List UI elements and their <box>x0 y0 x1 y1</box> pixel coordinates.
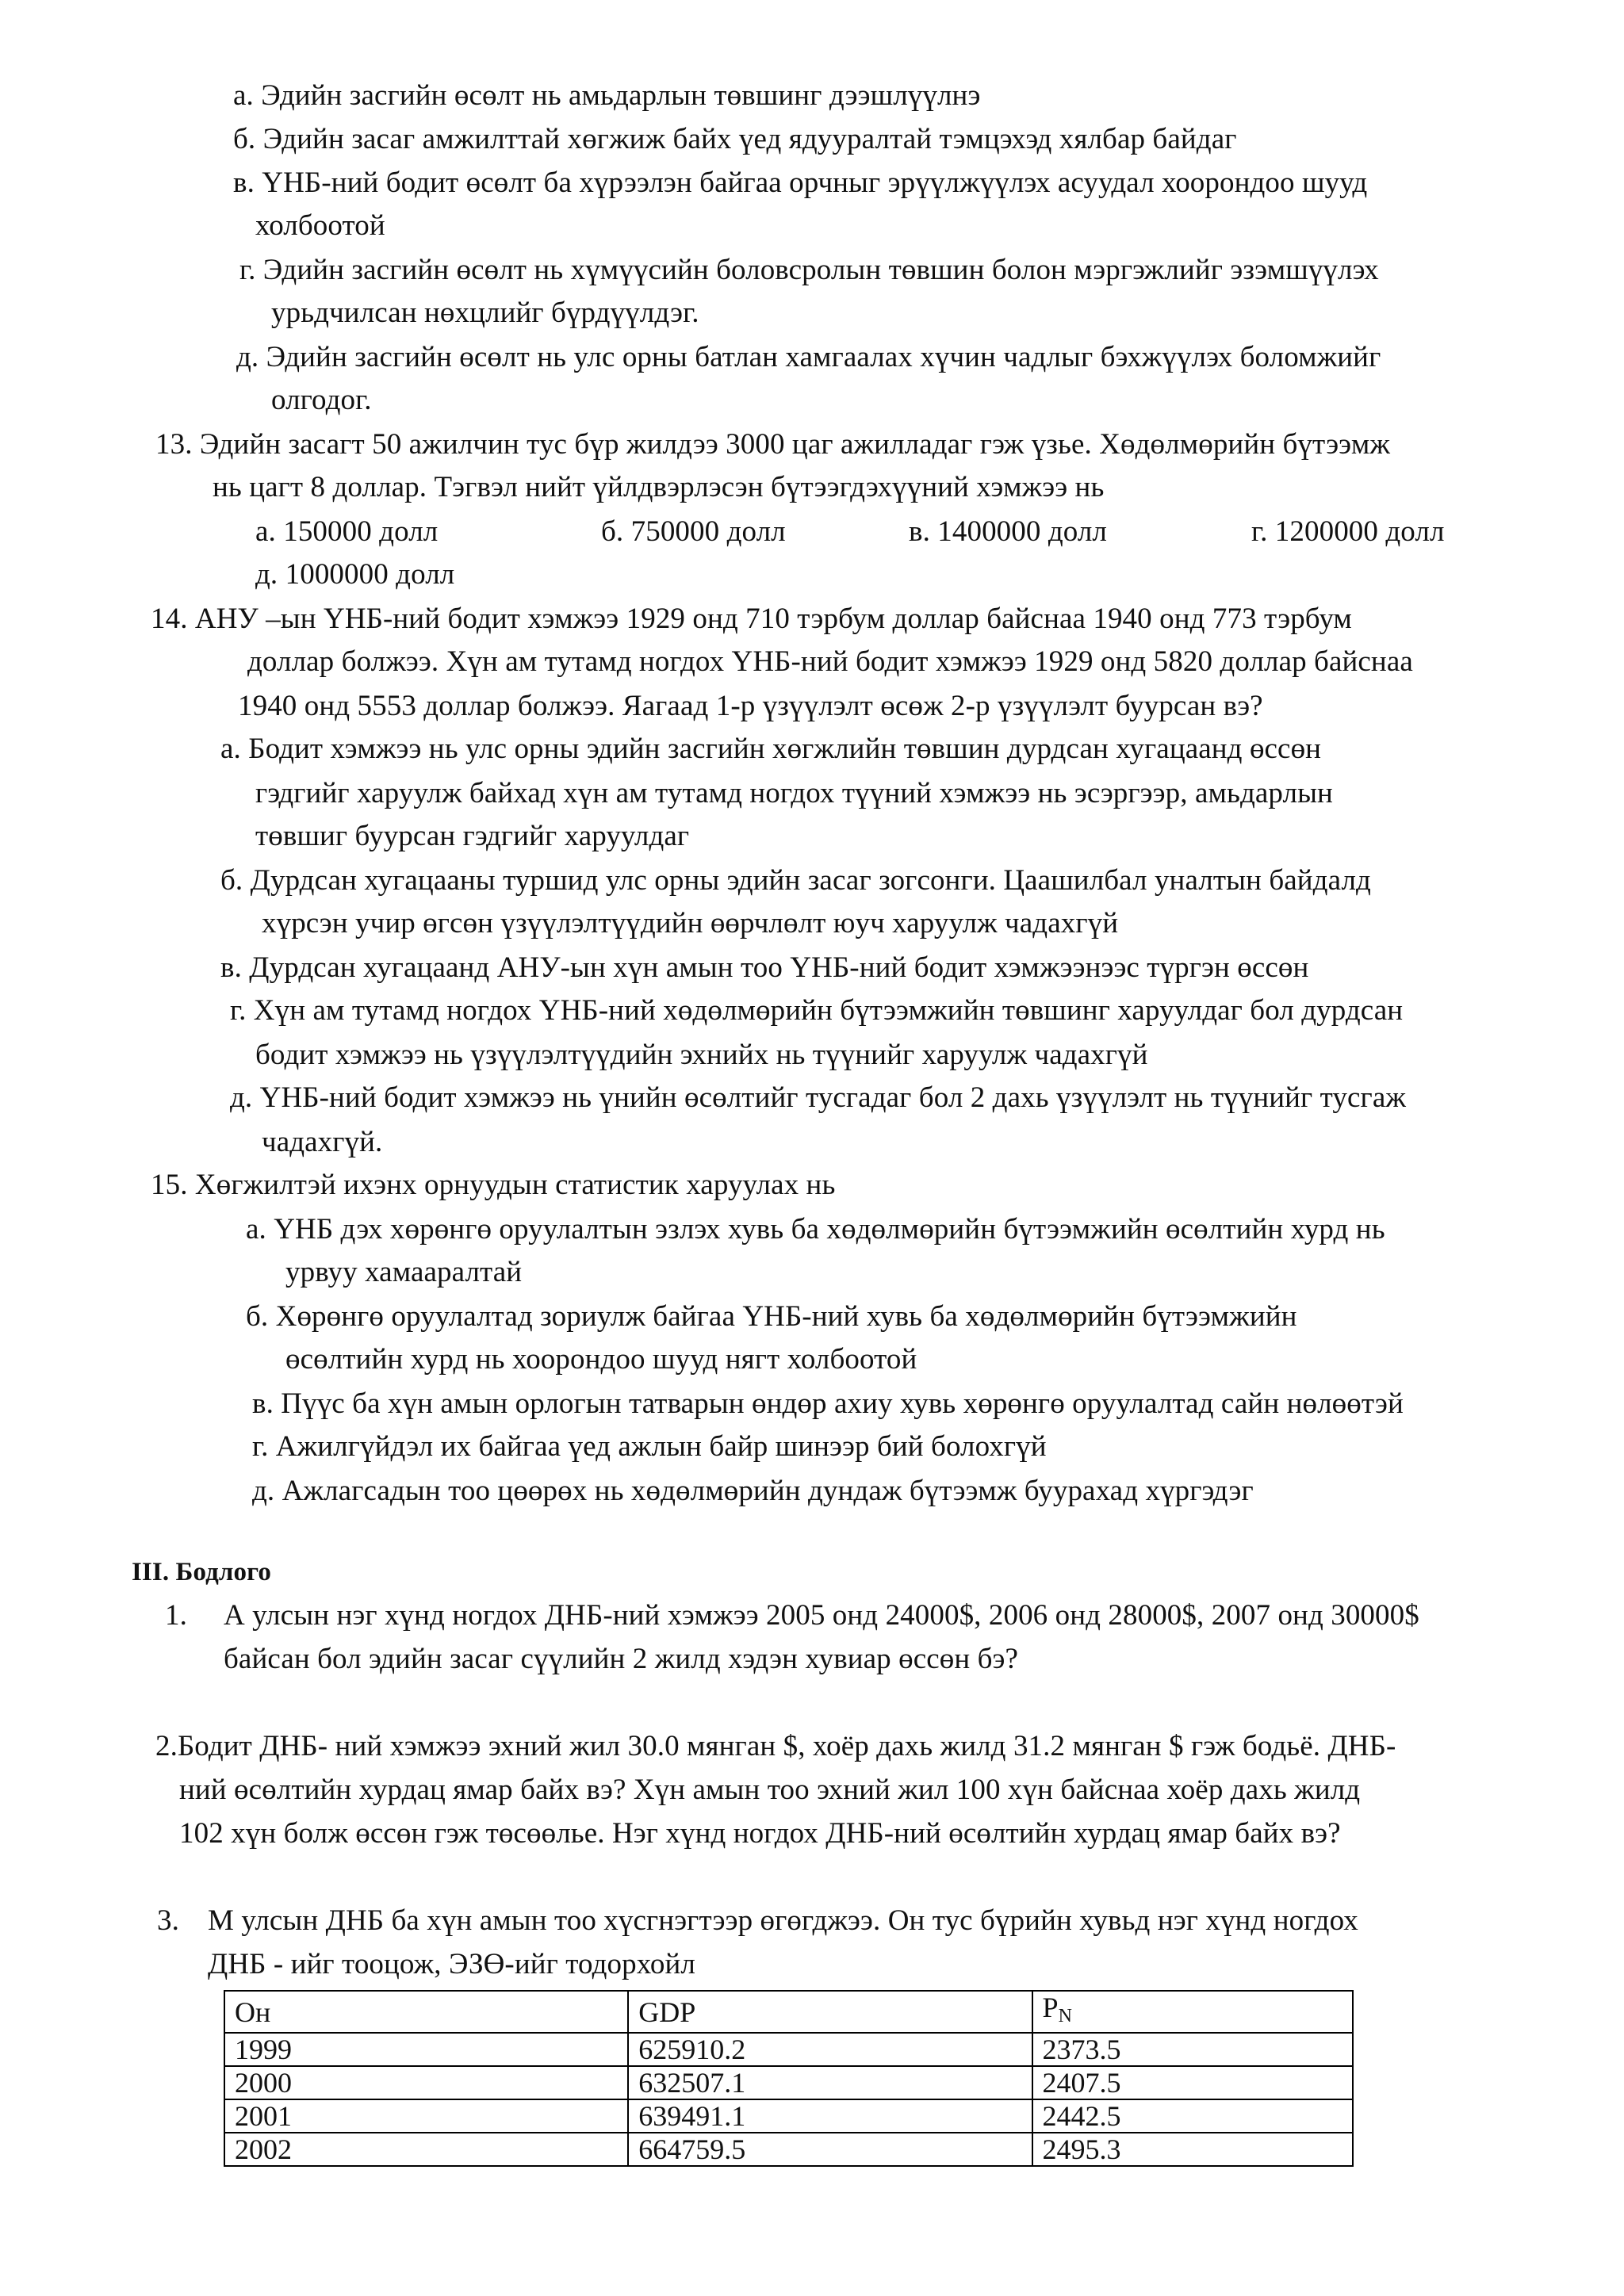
table-cell: 2002 <box>224 2133 628 2166</box>
q14-option-a-cont-2: төвшиг буурсан гэдгийг харуулдаг <box>255 820 690 852</box>
q15-option-a: а. ҮНБ дэх хөрөнгө оруулалтын эзлэх хувь ба хөдөлмөрийн бүтээмжийн өсөлтийн хурд нь <box>246 1213 1385 1246</box>
q14-option-d-cont: чадахгүй. <box>262 1126 383 1158</box>
q13-question-cont: нь цагт 8 доллар. Тэгвэл нийт үйлдвэрлэсэн бүтээгдэхүүний хэмжээ нь <box>213 471 1105 503</box>
q14-option-d: д. ҮНБ-ний бодит хэмжээ нь үнийн өсөлтийг тусгадаг бол 2 дахь үзүүлэлт нь түүнийг тусгаж <box>230 1081 1407 1114</box>
table-cell: 2495.3 <box>1032 2133 1353 2166</box>
problem-1-text: А улсын нэг хүнд ногдох ДНБ-ний хэмжээ 2005 онд 24000$, 2006 онд 28000$, 2007 онд 30000$ <box>224 1599 1419 1632</box>
q14-question: 14. АНУ –ын ҮНБ-ний бодит хэмжээ 1929 онд 710 тэрбум доллар байснаа 1940 онд 773 тэрбум <box>151 603 1352 635</box>
q12-option-b: б. Эдийн засаг амжилттай хөгжиж байх үед ядууралтай тэмцэхэд хялбар байдаг <box>233 123 1237 155</box>
q13-option-g: г. 1200000 долл <box>1251 515 1445 548</box>
problem-2-text-cont-2: 102 хүн болж өссөн гэж төсөөлье. Нэг хүнд ногдох ДНБ-ний өсөлтийн хурдац ямар байх вэ? <box>179 1817 1341 1850</box>
q14-question-cont-2: 1940 онд 5553 доллар болжээ. Яагаад 1-р үзүүлэлт өсөж 2-р үзүүлэлт буурсан вэ? <box>238 690 1263 722</box>
q14-option-g: г. Хүн ам тутамд ногдох ҮНБ-ний хөдөлмөрийн бүтээмжийн төвшинг харуулдаг бол дурдсан <box>230 994 1404 1027</box>
table-row <box>224 2033 1353 2066</box>
q13-question: 13. Эдийн засагт 50 ажилчин тус бүр жилдээ 3000 цаг ажилладаг гэж үзье. Хөдөлмөрийн бүтээмж <box>155 428 1391 461</box>
problem-2-text: 2.Бодит ДНБ- ний хэмжээ эхний жил 30.0 мянган $, хоёр дахь жилд 31.2 мянган $ гэж бодьё. ДНБ- <box>155 1730 1396 1762</box>
q15-option-a-cont: урвуу хамааралтай <box>285 1256 523 1288</box>
q12-option-d: д. Эдийн засгийн өсөлт нь улс орны батлан хамгаалах хүчин чадлыг бэхжүүлэх боломжийг <box>236 341 1381 373</box>
q15-option-d: д. Ажлагсадын тоо цөөрөх нь хөдөлмөрийн дундаж бүтээмж буурахад хүргэдэг <box>252 1475 1254 1507</box>
q14-option-v: в. Дурдсан хугацаанд АНУ-ын хүн амын тоо ҮНБ-ний бодит хэмжээнээс түргэн өссөн <box>220 951 1309 984</box>
pn-symbol: P <box>1042 1992 1059 2023</box>
table-header-row <box>224 1991 1353 2033</box>
pn-subscript: N <box>1058 2006 1072 2026</box>
q13-option-b: б. 750000 долл <box>601 515 786 548</box>
table-header-cell: GDP <box>628 1991 1032 2033</box>
problem-1-number: 1. <box>165 1599 187 1632</box>
q12-option-v-cont: холбоотой <box>255 209 385 242</box>
table-cell: 639491.1 <box>628 2099 1032 2133</box>
table-cell: 2442.5 <box>1032 2099 1353 2133</box>
problem-3-text: М улсын ДНБ ба хүн амын тоо хүсгнэгтээр өгөгджээ. Он тус бүрийн хувьд нэг хүнд ногдох <box>208 1904 1358 1937</box>
q12-option-g-cont: урьдчилсан нөхцлийг бүрдүүлдэг. <box>271 297 699 329</box>
q14-option-g-cont: бодит хэмжээ нь үзүүлэлтүүдийн эхнийх нь түүнийг харуулж чадахгүй <box>255 1039 1148 1071</box>
problem-3-number: 3. <box>157 1904 179 1937</box>
table-row <box>224 2133 1353 2166</box>
section-header: III. Бодлого <box>132 1558 271 1586</box>
q12-option-v: в. ҮНБ-ний бодит өсөлт ба хүрээлэн байгаа орчныг эрүүлжүүлэх асуудал хоорондоо шууд <box>233 166 1368 199</box>
table-cell: 2407.5 <box>1032 2066 1353 2099</box>
q14-option-b-cont: хүрсэн учир өгсөн үзүүлэлтүүдийн өөрчлөлт юуч харуулж чадахгүй <box>262 907 1119 939</box>
problem-2-text-cont-1: ний өсөлтийн хурдац ямар байх вэ? Хүн амын тоо эхний жил 100 хүн байснаа хоёр дахь жилд <box>179 1774 1361 1806</box>
table-cell: 625910.2 <box>628 2033 1032 2066</box>
table-row <box>224 2099 1353 2133</box>
table-row <box>224 2066 1353 2099</box>
q13-option-v: в. 1400000 долл <box>909 515 1107 548</box>
q15-option-g: г. Ажилгүйдэл их байгаа үед ажлын байр шинээр бий болохгүй <box>252 1430 1047 1463</box>
table-cell: 2373.5 <box>1032 2033 1353 2066</box>
q15-option-v: в. Пүүс ба хүн амын орлогын татварын өндөр ахиу хувь хөрөнгө оруулалтад сайн нөлөөтэй <box>252 1387 1404 1420</box>
table-cell: 1999 <box>224 2033 628 2066</box>
problem-1-text-cont: байсан бол эдийн засаг сүүлийн 2 жилд хэдэн хувиар өссөн бэ? <box>224 1643 1019 1675</box>
q15-question: 15. Хөгжилтэй ихэнх орнуудын статистик харуулах нь <box>151 1169 836 1201</box>
problem-3-text-cont: ДНБ - ийг тооцож, ЭЗӨ-ийг тодорхойл <box>208 1948 695 1980</box>
q14-question-cont-1: доллар болжээ. Хүн ам тутамд ногдох ҮНБ-ний бодит хэмжээ 1929 онд 5820 доллар байснаа <box>247 645 1413 678</box>
q12-option-g: г. Эдийн засгийн өсөлт нь хүмүүсийн боловсролын төвшин болон мэргэжлийг эзэмшүүлэх <box>239 254 1379 286</box>
q14-option-a: а. Бодит хэмжээ нь улс орны эдийн засгийн хөгжлийн төвшин дурдсан хугацаанд өссөн <box>220 733 1322 765</box>
table-header-cell: Он <box>224 1991 628 2033</box>
table-cell: 2000 <box>224 2066 628 2099</box>
q15-option-b-cont: өсөлтийн хурд нь хоорондоо шууд нягт холбоотой <box>285 1343 917 1376</box>
q14-option-a-cont-1: гэдгийг харуулж байхад хүн ам тутамд ногдох түүний хэмжээ нь эсэргээр, амьдарлын <box>255 777 1333 809</box>
q14-option-b: б. Дурдсан хугацааны туршид улс орны эдийн засаг зогсонги. Цаашилбал уналтын байдалд <box>220 864 1371 897</box>
q13-option-d: д. 1000000 долл <box>255 558 455 591</box>
q15-option-b: б. Хөрөнгө оруулалтад зориулж байгаа ҮНБ-ний хувь ба хөдөлмөрийн бүтээмжийн <box>246 1300 1297 1333</box>
table-cell: 664759.5 <box>628 2133 1032 2166</box>
q12-option-d-cont: олгодог. <box>271 384 372 416</box>
table-cell: 2001 <box>224 2099 628 2133</box>
table-cell: 632507.1 <box>628 2066 1032 2099</box>
q13-option-a: а. 150000 долл <box>255 515 439 548</box>
table-header-cell <box>1032 1991 1353 2033</box>
gdp-population-table <box>224 1990 1354 2167</box>
q12-option-a: а. Эдийн засгийн өсөлт нь амьдарлын төвшинг дээшлүүлнэ <box>233 79 981 112</box>
